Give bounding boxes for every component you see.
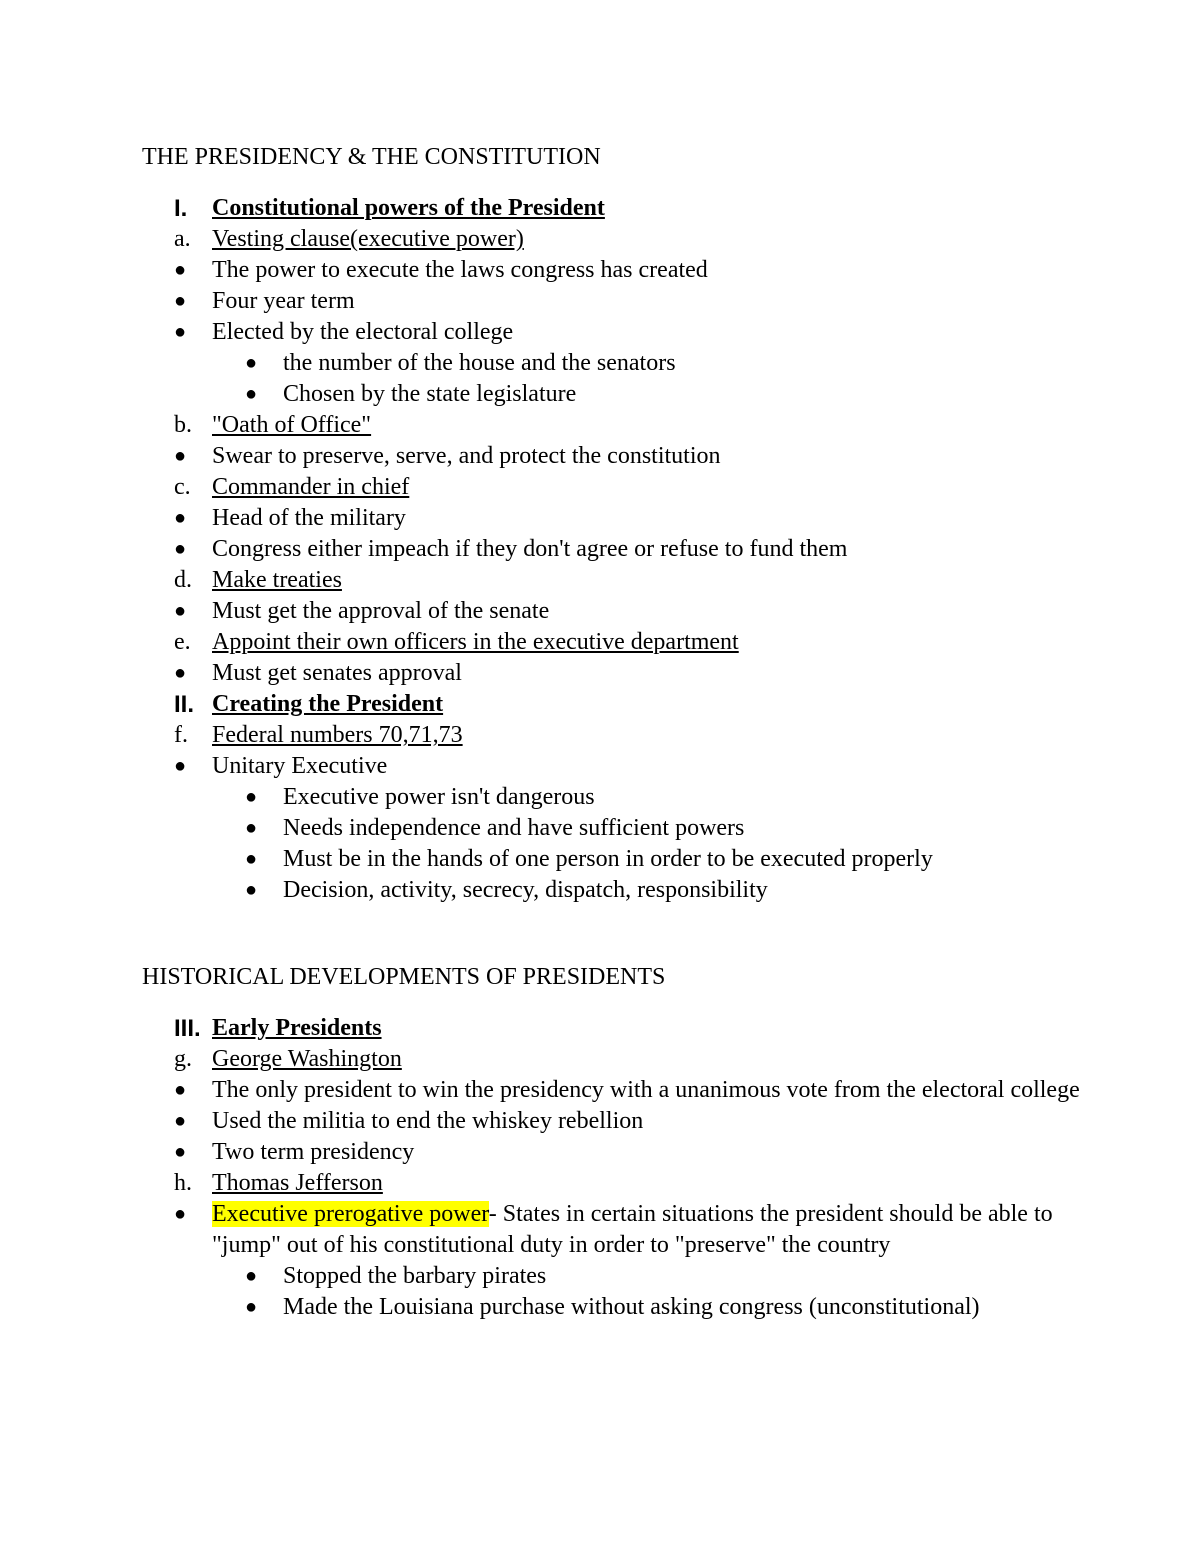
bullet-icon: ● <box>245 1296 258 1318</box>
item-text-wrapper <box>142 844 1082 875</box>
outline-heading <box>142 689 1082 720</box>
outline-subheading <box>142 1168 1082 1199</box>
outline-subheading <box>142 1044 1082 1075</box>
bullet-item <box>142 255 1082 286</box>
outline-subheading <box>142 565 1082 596</box>
item-text: Federal numbers 70,71,73 <box>212 722 463 748</box>
highlighted-term: Executive prerogative power <box>212 1201 489 1227</box>
item-text-wrapper <box>142 348 1082 379</box>
item-text: Must get senates approval <box>212 660 462 686</box>
item-text-wrapper <box>142 1013 1082 1044</box>
item-text-wrapper <box>142 596 1082 627</box>
bullet-icon: ● <box>174 507 187 529</box>
bullet-item <box>142 1199 1082 1261</box>
bullet-icon: ● <box>245 1265 258 1287</box>
item-text: Thomas Jefferson <box>212 1170 383 1196</box>
item-text: Stopped the barbary pirates <box>283 1263 547 1289</box>
item-text: Congress either impeach if they don't agree or refuse to fund them <box>212 536 848 562</box>
item-text-wrapper <box>142 751 1082 782</box>
bullet-icon: ● <box>174 1110 187 1132</box>
bullet-icon: ● <box>174 290 187 312</box>
item-text-wrapper <box>142 1106 1082 1137</box>
item-text-wrapper <box>142 193 1082 224</box>
item-text: The only president to win the presidency with a unanimous vote from the electoral college <box>212 1077 1080 1103</box>
item-text-wrapper <box>142 875 1082 906</box>
item-text: Appoint their own officers in the executive department <box>212 629 739 655</box>
section-title-presidency: THE PRESIDENCY & THE CONSTITUTION <box>142 144 601 170</box>
bullet-item <box>142 1261 1082 1292</box>
item-text-wrapper <box>142 317 1082 348</box>
document-body <box>142 142 1082 1323</box>
item-text: Elected by the electoral college <box>212 319 514 345</box>
item-text: Creating the President <box>212 691 444 717</box>
bullet-item <box>142 441 1082 472</box>
item-text: Vesting clause(executive power) <box>212 226 524 252</box>
item-text-wrapper <box>142 1199 1082 1261</box>
item-text: Must be in the hands of one person in order to be executed properly <box>283 846 933 872</box>
item-text-wrapper <box>142 410 1082 441</box>
item-text: Unitary Executive <box>212 753 388 779</box>
bullet-icon: ● <box>174 1141 187 1163</box>
item-text: Four year term <box>212 288 355 314</box>
bullet-item <box>142 875 1082 906</box>
item-text-wrapper <box>142 627 1082 658</box>
list-marker: II. <box>174 691 195 718</box>
item-text-wrapper <box>142 534 1082 565</box>
bullet-item <box>142 1292 1082 1323</box>
bullet-item <box>142 1075 1082 1106</box>
bullet-item <box>142 658 1082 689</box>
list-marker: III. <box>174 1015 201 1042</box>
item-text-wrapper <box>142 1261 1082 1292</box>
list-marker: h. <box>174 1170 192 1196</box>
bullet-item <box>142 751 1082 782</box>
list-marker: c. <box>174 474 191 500</box>
item-text-wrapper <box>142 441 1082 472</box>
list-marker: e. <box>174 629 191 655</box>
item-text: Early Presidents <box>212 1015 382 1041</box>
item-text: George Washington <box>212 1046 402 1072</box>
list-marker: g. <box>174 1046 192 1072</box>
item-text-wrapper <box>142 503 1082 534</box>
item-text: Executive power isn't dangerous <box>283 784 595 810</box>
item-text-wrapper <box>142 286 1082 317</box>
item-text-wrapper <box>142 1168 1082 1199</box>
bullet-icon: ● <box>174 755 187 777</box>
outline-list-historical <box>142 1013 1082 1323</box>
bullet-item <box>142 596 1082 627</box>
bullet-icon: ● <box>174 321 187 343</box>
outline-heading <box>142 193 1082 224</box>
bullet-icon: ● <box>245 352 258 374</box>
item-text-wrapper <box>142 565 1082 596</box>
section-title-historical: HISTORICAL DEVELOPMENTS OF PRESIDENTS <box>142 964 666 990</box>
item-text: Must get the approval of the senate <box>212 598 550 624</box>
bullet-item <box>142 844 1082 875</box>
bullet-item <box>142 782 1082 813</box>
bullet-icon: ● <box>245 848 258 870</box>
item-text-wrapper <box>142 224 1082 255</box>
item-text-wrapper <box>142 720 1082 751</box>
bullet-item <box>142 503 1082 534</box>
item-text: Swear to preserve, serve, and protect the constitution <box>212 443 721 469</box>
item-text: Two term presidency <box>212 1139 415 1165</box>
item-text-wrapper <box>142 1075 1082 1106</box>
bullet-icon: ● <box>245 879 258 901</box>
list-marker: I. <box>174 195 188 222</box>
bullet-icon: ● <box>174 1079 187 1101</box>
item-text-wrapper <box>142 472 1082 503</box>
outline-list-presidency <box>142 193 1082 906</box>
bullet-icon: ● <box>174 445 187 467</box>
item-text-wrapper <box>142 813 1082 844</box>
bullet-item <box>142 813 1082 844</box>
item-text-wrapper <box>142 255 1082 286</box>
list-marker: a. <box>174 226 191 252</box>
outline-subheading <box>142 224 1082 255</box>
item-text-wrapper <box>142 1292 1082 1323</box>
bullet-item <box>142 379 1082 410</box>
item-text: - States in certain situations the president should be able to "jump" out of his constitutional duty in order to "preserve" the country <box>212 1201 1053 1258</box>
list-marker: f. <box>174 722 188 748</box>
item-text-wrapper <box>142 379 1082 410</box>
item-text: Needs independence and have sufficient powers <box>283 815 745 841</box>
item-text: Constitutional powers of the President <box>212 195 605 221</box>
item-text: Decision, activity, secrecy, dispatch, responsibility <box>283 877 768 903</box>
item-text: Make treaties <box>212 567 342 593</box>
item-text-wrapper <box>142 689 1082 720</box>
bullet-item <box>142 286 1082 317</box>
list-marker: b. <box>174 412 192 438</box>
bullet-icon: ● <box>245 383 258 405</box>
item-text-wrapper <box>142 1137 1082 1168</box>
bullet-item <box>142 317 1082 348</box>
outline-subheading <box>142 720 1082 751</box>
item-text: Used the militia to end the whiskey rebellion <box>212 1108 644 1134</box>
item-text: the number of the house and the senators <box>283 350 676 376</box>
item-text: Commander in chief <box>212 474 410 500</box>
outline-subheading <box>142 627 1082 658</box>
bullet-icon: ● <box>245 817 258 839</box>
bullet-icon: ● <box>174 259 187 281</box>
bullet-icon: ● <box>245 786 258 808</box>
item-text-wrapper <box>142 1044 1082 1075</box>
item-text: Chosen by the state legislature <box>283 381 577 407</box>
item-text: "Oath of Office" <box>212 412 372 438</box>
item-text-wrapper <box>142 782 1082 813</box>
item-text-wrapper <box>142 658 1082 689</box>
bullet-item <box>142 1137 1082 1168</box>
outline-subheading <box>142 472 1082 503</box>
bullet-icon: ● <box>174 662 187 684</box>
list-marker: d. <box>174 567 192 593</box>
bullet-item <box>142 1106 1082 1137</box>
outline-heading <box>142 1013 1082 1044</box>
bullet-item <box>142 534 1082 565</box>
bullet-icon: ● <box>174 600 187 622</box>
bullet-icon: ● <box>174 1203 187 1225</box>
item-text: The power to execute the laws congress has created <box>212 257 708 283</box>
item-text: Head of the military <box>212 505 406 531</box>
outline-subheading <box>142 410 1082 441</box>
bullet-item <box>142 348 1082 379</box>
bullet-icon: ● <box>174 538 187 560</box>
item-text: Made the Louisiana purchase without asking congress (unconstitutional) <box>283 1294 980 1320</box>
